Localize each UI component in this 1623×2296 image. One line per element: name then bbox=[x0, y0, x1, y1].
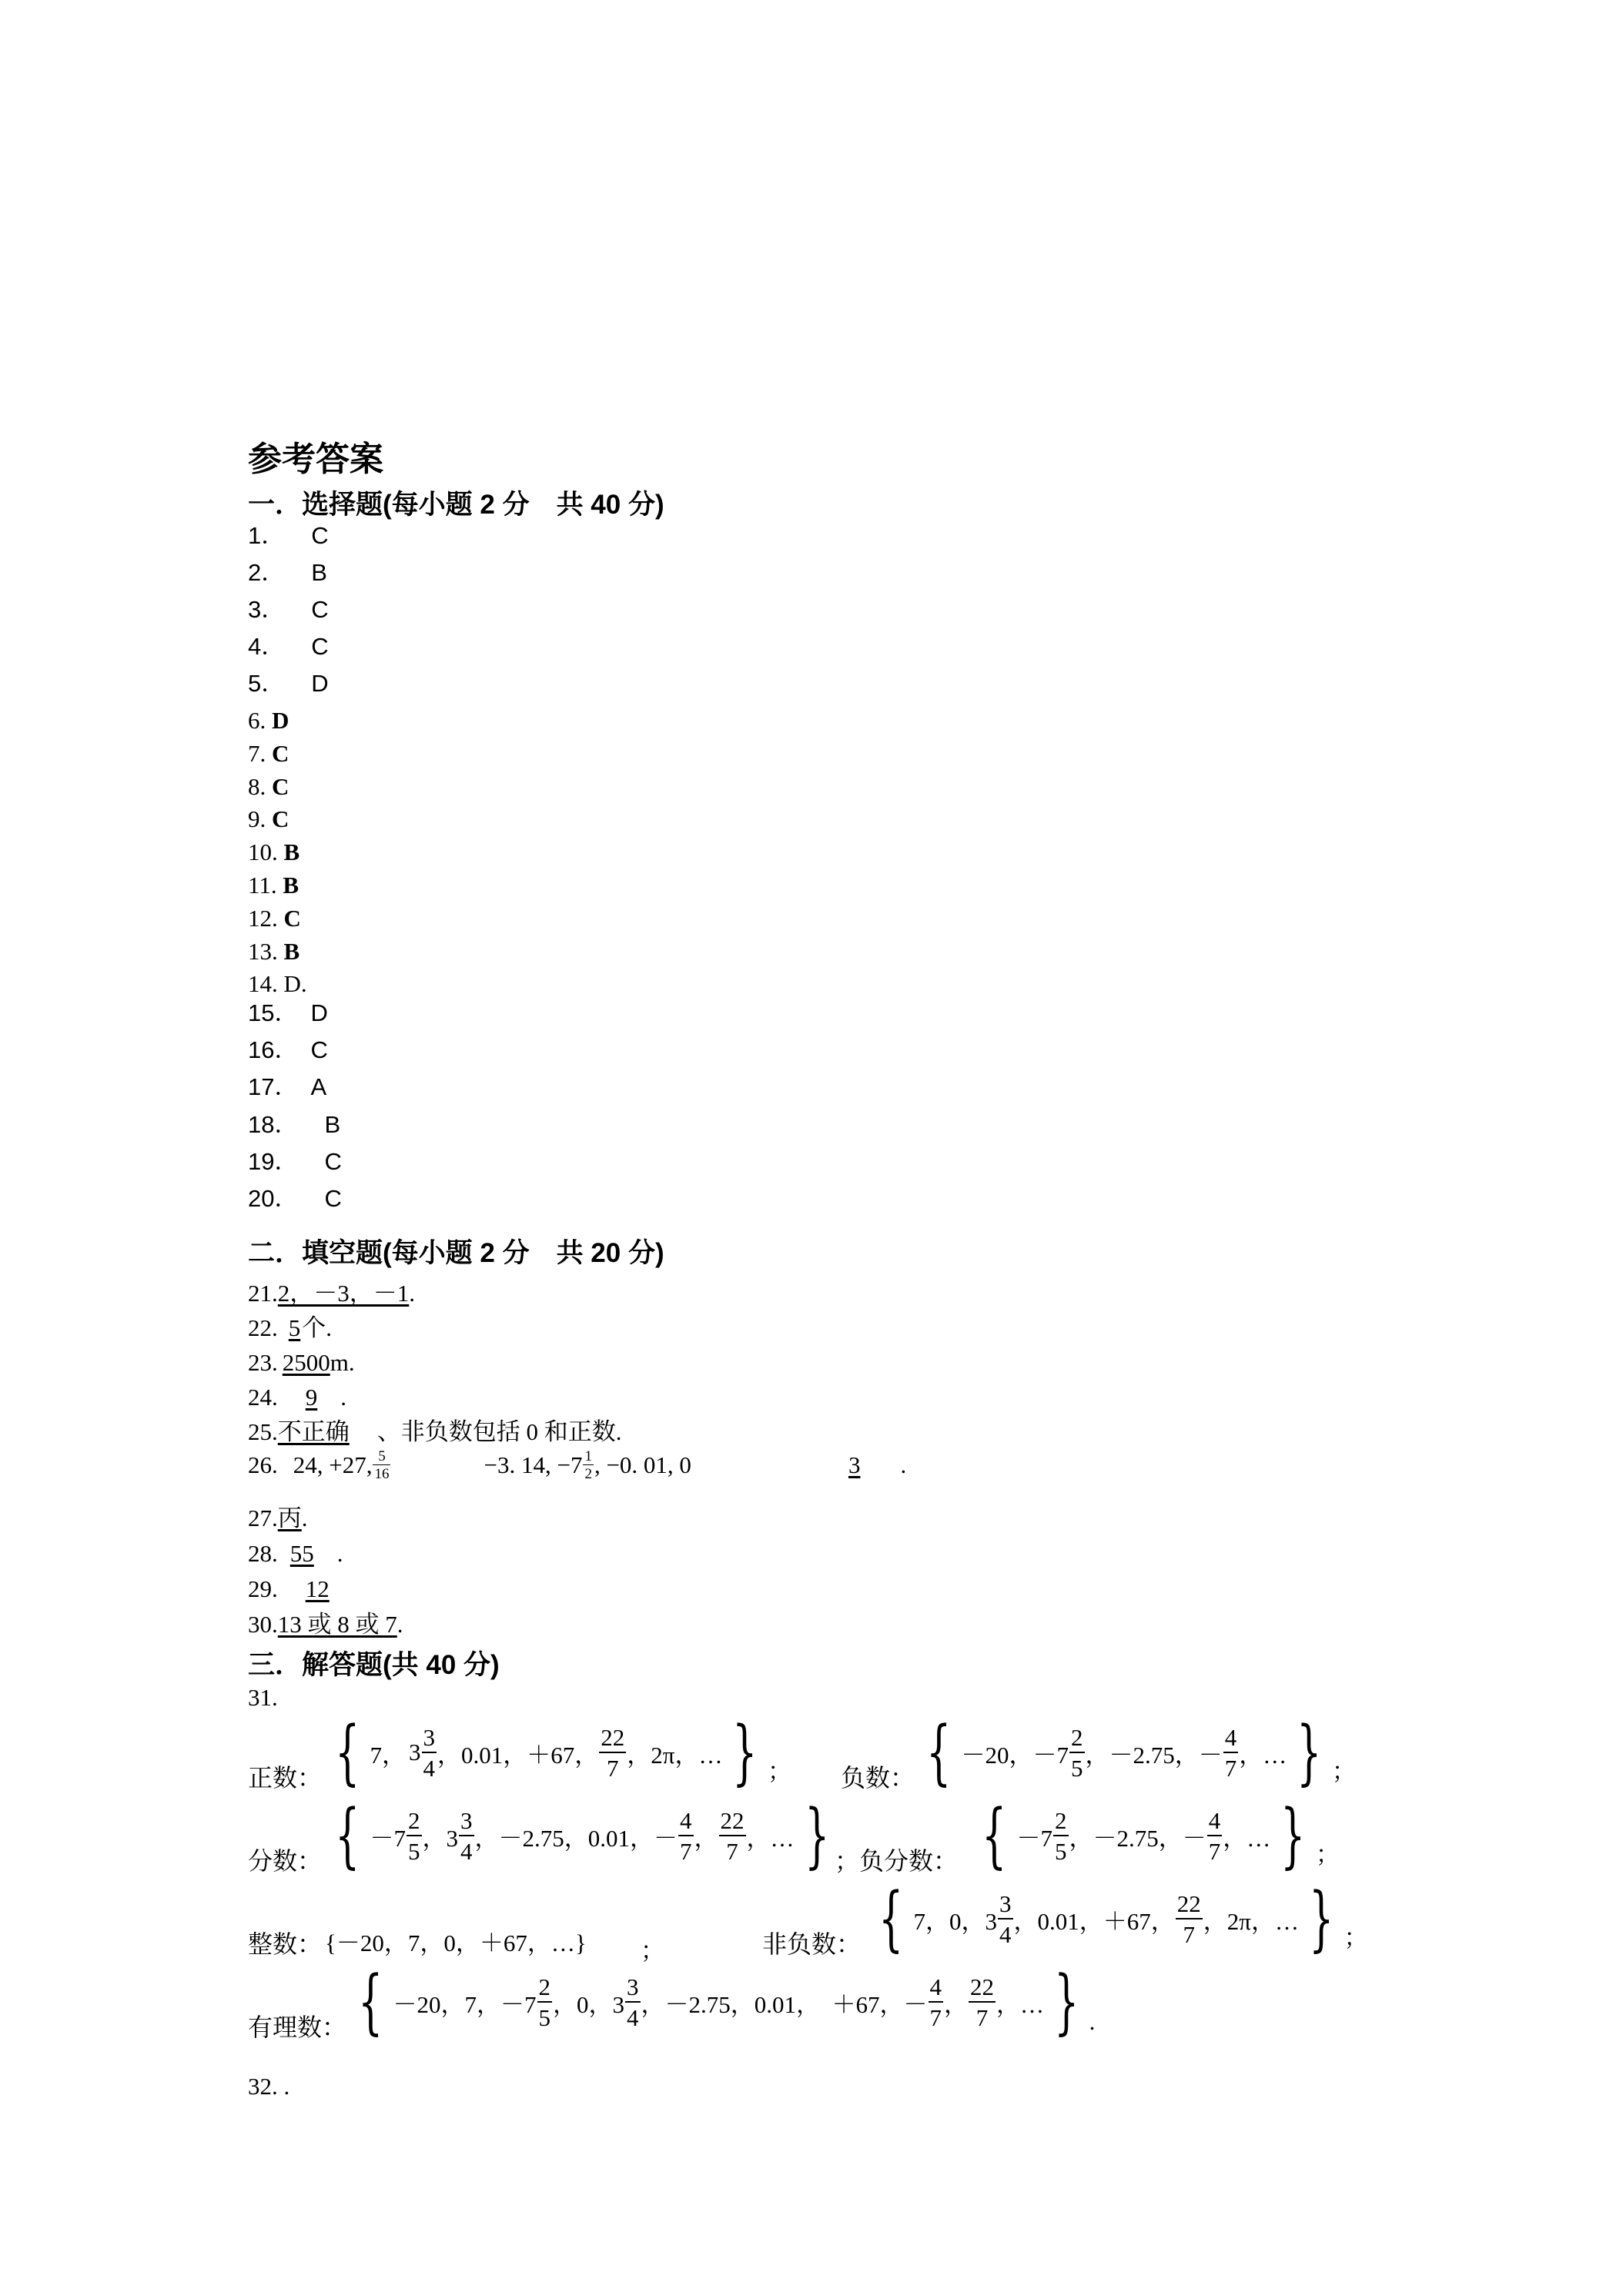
choice-answer-row bbox=[248, 705, 289, 736]
fraction-label: 分数： bbox=[248, 1847, 323, 1875]
answer-value: 12 bbox=[305, 1575, 330, 1602]
answer-value: 5 bbox=[288, 1314, 301, 1341]
integer-set: {－20，7，0，＋67，…} bbox=[325, 1930, 587, 1956]
fraction-22-7: $\frac{22}{7}$ bbox=[601, 1723, 625, 1782]
choice-answer: D. bbox=[283, 970, 307, 998]
question-number: 19． bbox=[248, 1147, 299, 1175]
question-number: 12. bbox=[248, 904, 284, 932]
choice-answer: B bbox=[311, 559, 327, 586]
fill-answer-24 bbox=[248, 1382, 346, 1413]
choice-answer-row bbox=[248, 804, 289, 835]
choice-answer: B bbox=[283, 937, 300, 965]
question-number: 1． bbox=[248, 522, 286, 549]
choice-answer-row bbox=[248, 837, 300, 868]
fraction-1-2: $\frac{1}{2}$ bbox=[584, 1448, 592, 1482]
answer-tail: . bbox=[409, 1280, 415, 1307]
choice-answer-row bbox=[248, 969, 307, 999]
choice-answer-row bbox=[248, 1072, 326, 1103]
positive-set: { 7， 3 $\frac{3}{4}$ ，0.01，＋67， $\frac{22}{7}$ ，2π，… } ； bbox=[335, 1711, 791, 1793]
question-number: 25. bbox=[248, 1418, 278, 1445]
answer-negative-list-rest: , −0. 01, 0 bbox=[594, 1451, 691, 1478]
answer-tail: . bbox=[340, 1384, 346, 1411]
question-number: 15． bbox=[248, 999, 299, 1026]
negative-fraction-set: { －7 $\frac{2}{5}$ ，－2.75，－ $\frac{4}{7}$ ，… } ； bbox=[982, 1794, 1340, 1876]
left-brace: { bbox=[335, 1711, 360, 1793]
answer-tail: . bbox=[336, 1540, 343, 1567]
question-number: 13. bbox=[248, 937, 284, 965]
fill-answer-28 bbox=[248, 1538, 343, 1569]
choice-answer: A bbox=[310, 1073, 327, 1101]
choice-answer: C bbox=[310, 1036, 328, 1064]
fill-answer-22 bbox=[248, 1313, 332, 1344]
choice-answer: B bbox=[283, 872, 300, 899]
choice-answer: C bbox=[272, 739, 289, 767]
question-number: 20． bbox=[248, 1185, 299, 1212]
answer-tail: 个. bbox=[302, 1314, 332, 1341]
fill-answer-25 bbox=[248, 1417, 622, 1448]
choice-answer-row bbox=[248, 903, 301, 934]
choice-answer: B bbox=[324, 1110, 341, 1138]
answer-tail: 、非负数包括 0 和正数. bbox=[376, 1418, 622, 1445]
choice-answer: C bbox=[283, 904, 301, 932]
question-number: 27. bbox=[248, 1504, 278, 1531]
question-number: 16． bbox=[248, 1036, 299, 1064]
question-number: 8. bbox=[248, 772, 272, 800]
negative-label: 负数： bbox=[841, 1764, 915, 1792]
question-number: 5． bbox=[248, 670, 286, 697]
fill-answer-23 bbox=[248, 1347, 355, 1378]
answer-value: 9 bbox=[305, 1384, 318, 1411]
answer-count: 3 bbox=[848, 1451, 861, 1478]
section-heading-solutions: 三．解答题(共 40 分) bbox=[248, 1650, 500, 1680]
fill-answer-30 bbox=[248, 1609, 403, 1640]
fraction-3-4: $\frac{3}{4}$ bbox=[423, 1723, 436, 1782]
choice-answer: C bbox=[272, 772, 289, 800]
choice-answer: C bbox=[324, 1147, 342, 1175]
question-number: 14. bbox=[248, 970, 284, 998]
nonnegative-label: 非负数： bbox=[762, 1930, 862, 1958]
rational-set: { －20，7，－7 $\frac{2}{5}$ ，0，3 $\frac{3}{4}$ ，－2.75，0.01， ＋67，－ $\frac{4}{7}$ ， $\frac{22}{7}$ ，… } . bbox=[358, 1960, 1096, 2043]
section-heading-fill: 二．填空题(每小题 2 分 共 20 分) bbox=[248, 1238, 664, 1268]
choice-answer-row bbox=[248, 520, 329, 551]
row-rational bbox=[248, 1960, 1403, 2044]
question-number: 26. bbox=[248, 1451, 278, 1478]
choice-answer-row bbox=[248, 1110, 340, 1140]
choice-answer-row bbox=[248, 936, 300, 967]
question-number: 4． bbox=[248, 633, 286, 660]
choice-answer-row bbox=[248, 1035, 328, 1066]
question-number: 2． bbox=[248, 559, 286, 586]
answer-value: 55 bbox=[289, 1540, 314, 1567]
integer-label: 整数： bbox=[248, 1930, 323, 1958]
fraction-2-5: $\frac{2}{5}$ bbox=[1071, 1723, 1083, 1782]
question-number: 6. bbox=[248, 707, 272, 734]
choice-answer: C bbox=[311, 596, 329, 623]
fill-answer-21 bbox=[248, 1278, 415, 1309]
answer-tail: . bbox=[397, 1611, 403, 1638]
fraction-4-7: $\frac{4}{7}$ bbox=[1224, 1723, 1237, 1782]
answer-value: 不正确 bbox=[277, 1418, 350, 1445]
choice-answer: C bbox=[311, 522, 329, 549]
choice-answer-row bbox=[248, 668, 329, 699]
choice-answer: D bbox=[310, 999, 328, 1026]
answer-value: 丙 bbox=[277, 1504, 302, 1531]
choice-answer-row bbox=[248, 631, 329, 662]
page-title: 参考答案 bbox=[248, 440, 383, 478]
choice-answer: C bbox=[272, 805, 289, 833]
question-number: 28. bbox=[248, 1540, 278, 1567]
choice-answer: C bbox=[324, 1185, 342, 1212]
choice-answer-row bbox=[248, 1183, 342, 1214]
answer-value: 2，－3，－1 bbox=[277, 1280, 410, 1307]
choice-answer: D bbox=[311, 670, 329, 697]
question-number: 21. bbox=[248, 1280, 278, 1307]
answer-tail: . bbox=[301, 1504, 308, 1531]
question-number: 10. bbox=[248, 838, 284, 866]
section-heading-choice: 一．选择题(每小题 2 分 共 40 分) bbox=[248, 490, 664, 520]
answer-tail: m. bbox=[330, 1349, 355, 1376]
choice-answer: D bbox=[272, 707, 289, 734]
choice-answer: B bbox=[283, 838, 300, 866]
answer-value: 2500 bbox=[282, 1349, 330, 1376]
question-number: 17． bbox=[248, 1073, 299, 1101]
question-number: 23. bbox=[248, 1349, 278, 1376]
choice-answer: C bbox=[311, 633, 329, 660]
answer-value: 13 或 8 或 7 bbox=[277, 1611, 397, 1638]
choice-answer-row bbox=[248, 998, 328, 1029]
question-number: 11. bbox=[248, 872, 283, 899]
fill-answer-26 bbox=[248, 1449, 906, 1481]
question-number: 29. bbox=[248, 1575, 278, 1602]
choice-answer-row bbox=[248, 557, 327, 588]
question-31-number: 31. bbox=[248, 1684, 278, 1711]
rational-label: 有理数： bbox=[248, 2013, 347, 2041]
positive-label: 正数： bbox=[248, 1764, 323, 1792]
nonnegative-set: { 7，0，3 $\frac{3}{4}$ ，0.01，＋67， $\frac{22}{7}$ ，2π，… } ； bbox=[878, 1877, 1368, 1960]
answer-negative-list: −3. 14, −7 bbox=[484, 1451, 583, 1478]
row-positive-negative bbox=[248, 1711, 1403, 1795]
answer-positive-list: 24, +27, bbox=[293, 1451, 373, 1478]
negative-set: { －20，－7 $\frac{2}{5}$ ，－2.75，－ $\frac{4}{7}$ ，… } ； bbox=[926, 1711, 1356, 1793]
choice-answer-row bbox=[248, 870, 299, 901]
fraction-5-16: $\frac{5}{16}$ bbox=[374, 1448, 390, 1482]
fill-answer-29 bbox=[248, 1574, 353, 1605]
choice-answer-row bbox=[248, 771, 289, 802]
question-number: 24. bbox=[248, 1384, 278, 1411]
question-number: 22. bbox=[248, 1314, 278, 1341]
right-brace: } bbox=[732, 1711, 758, 1793]
question-number: 9. bbox=[248, 805, 272, 833]
row-integer-nonnegative: 整数： {－20，7，0，＋67，…} ； 非负数： { 7，0，3 $\frac{3}{4}$ ，0.01，＋67， $\frac{22}{7}$ ，2π，… } ； bbox=[248, 1877, 1368, 1964]
answer-tail: . bbox=[900, 1451, 907, 1478]
choice-answer-row bbox=[248, 1146, 342, 1177]
negative-fraction-label: ；负分数： bbox=[835, 1847, 959, 1875]
question-number: 3． bbox=[248, 596, 286, 623]
choice-answer-row bbox=[248, 738, 289, 769]
question-32: 32. . bbox=[248, 2073, 290, 2100]
question-number: 30. bbox=[248, 1611, 278, 1638]
question-number: 18． bbox=[248, 1110, 299, 1138]
fraction-set: { －7 $\frac{2}{5}$ ，3 $\frac{3}{4}$ ，－2.75，0.01，－ $\frac{4}{7}$ ， $\frac{22}{7}$ ，… } bbox=[335, 1794, 829, 1876]
question-number: 7. bbox=[248, 739, 272, 767]
row-fraction-negfraction bbox=[248, 1794, 1403, 1878]
fill-answer-27 bbox=[248, 1503, 308, 1534]
choice-answer-row bbox=[248, 594, 329, 625]
